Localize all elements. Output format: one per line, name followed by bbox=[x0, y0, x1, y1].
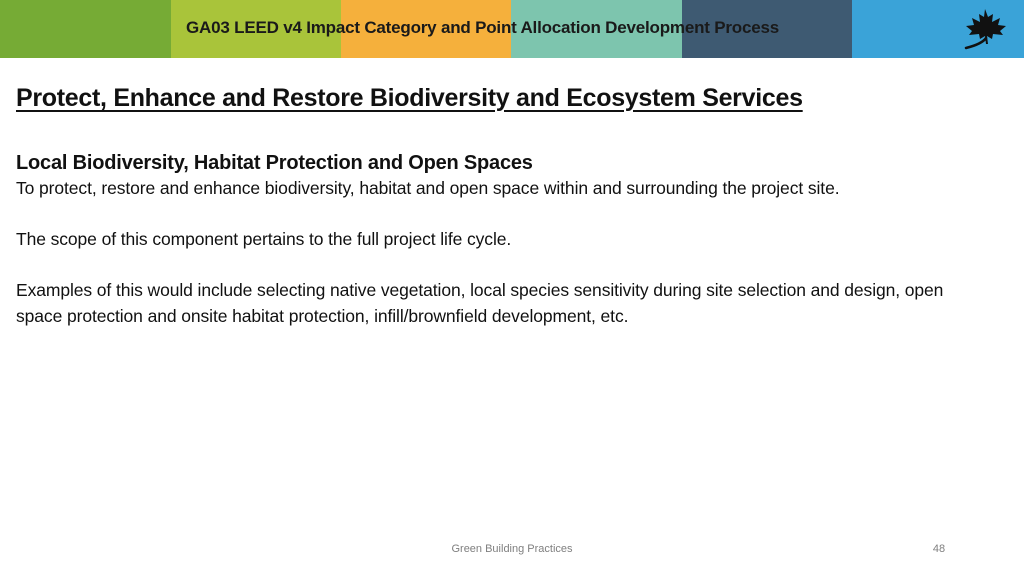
footer-text: Green Building Practices bbox=[451, 543, 573, 555]
header-title: GA03 LEED v4 Impact Category and Point Allocation Development Process bbox=[186, 18, 780, 37]
section-heading: Local Biodiversity, Habitat Protection and Open Spaces bbox=[16, 152, 533, 174]
paragraph-purpose: To protect, restore and enhance biodiversity, habitat and open space within and surrounding the project site. bbox=[16, 178, 840, 198]
maple-leaf-icon bbox=[962, 8, 1008, 50]
page-number: 48 bbox=[932, 543, 946, 555]
slide-body bbox=[16, 150, 1006, 329]
slide-title: Protect, Enhance and Restore Biodiversity and Ecosystem Services bbox=[16, 84, 803, 112]
paragraph-examples: Examples of this would include selecting native vegetation, local species sensitivity during site selection and design, open space protection and onsite habitat protection, infill/brownfield development, etc. bbox=[16, 280, 944, 326]
header-segment-1 bbox=[0, 0, 171, 58]
paragraph-scope: The scope of this component pertains to the full project life cycle. bbox=[16, 229, 512, 249]
